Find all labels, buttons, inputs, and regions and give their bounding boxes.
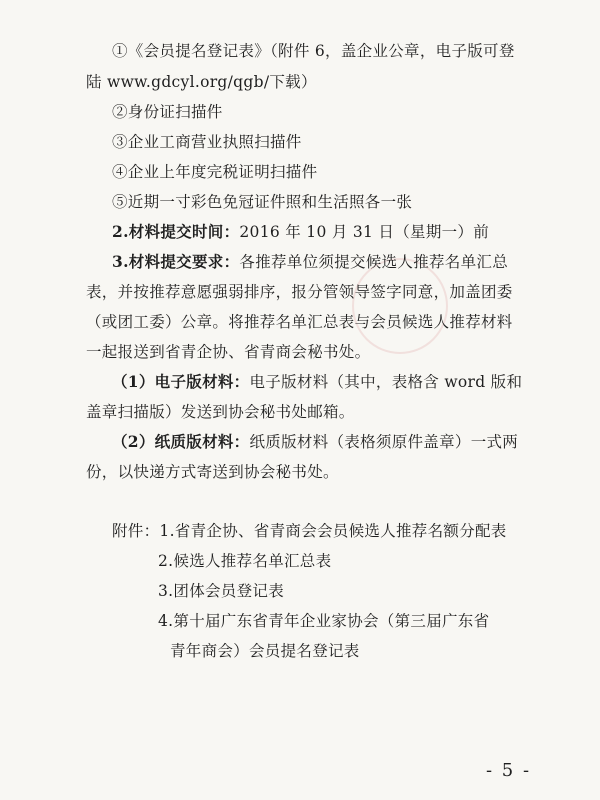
- submission-time: [112, 221, 489, 243]
- paper-materials-label: （2）纸质版材料：: [112, 432, 250, 451]
- item-photos: ⑤近期一寸彩色免冠证件照和生活照各一张: [112, 193, 413, 211]
- paper-materials-line1: [112, 431, 518, 453]
- requirements-text: 各推荐单位须提交候选人推荐名单汇总: [239, 253, 508, 271]
- attachments-line1: [112, 520, 507, 542]
- submission-time-value: 2016 年 10 月 31 日（星期一）前: [239, 223, 490, 241]
- requirements-label: 3.材料提交要求：: [112, 252, 240, 271]
- requirements-line2: 表，并按推荐意愿强弱排序，报分管领导签字同意，加盖团委: [86, 283, 513, 301]
- item-registration-form-line1: ①《会员提名登记表》（附件 6，盖企业公章，电子版可登: [112, 42, 515, 60]
- item-registration-form-line2: 陆 www.gdcyl.org/qgb/下载）: [86, 73, 317, 91]
- electronic-materials-text: 电子版材料（其中，表格含 word 版和: [249, 373, 523, 391]
- attachment-item-4-line1: 4.第十届广东省青年企业家协会（第三届广东省: [158, 612, 490, 630]
- attachments-label: 附件：: [112, 522, 160, 540]
- requirements-line4: 一起报送到省青企协、省青商会秘书处。: [86, 343, 371, 361]
- attachment-item-1: 1.省青企协、省青商会会员候选人推荐名额分配表: [159, 522, 507, 540]
- electronic-materials-line1: [112, 371, 522, 393]
- item-business-license-scan: ③企业工商营业执照扫描件: [112, 133, 302, 151]
- requirements-line3: （或团工委）公章。将推荐名单汇总表与会员候选人推荐材料: [86, 313, 513, 331]
- electronic-materials-line2: 盖章扫描版）发送到协会秘书处邮箱。: [86, 403, 355, 421]
- paper-materials-line2: 份，以快递方式寄送到协会秘书处。: [86, 463, 339, 481]
- page-number: - 5 -: [486, 760, 532, 781]
- submission-time-label: 2.材料提交时间：: [112, 222, 240, 241]
- electronic-materials-label: （1）电子版材料：: [112, 372, 250, 391]
- attachment-item-4-line2: 青年商会）会员提名登记表: [170, 642, 360, 660]
- attachment-item-2: 2.候选人推荐名单汇总表: [158, 552, 332, 570]
- paper-materials-text: 纸质版材料（表格须原件盖章）一式两: [249, 433, 519, 451]
- item-tax-certificate-scan: ④企业上年度完税证明扫描件: [112, 163, 318, 181]
- requirements-line1: [112, 251, 508, 273]
- attachment-item-3: 3.团体会员登记表: [158, 582, 284, 600]
- item-id-scan: ②身份证扫描件: [112, 103, 223, 121]
